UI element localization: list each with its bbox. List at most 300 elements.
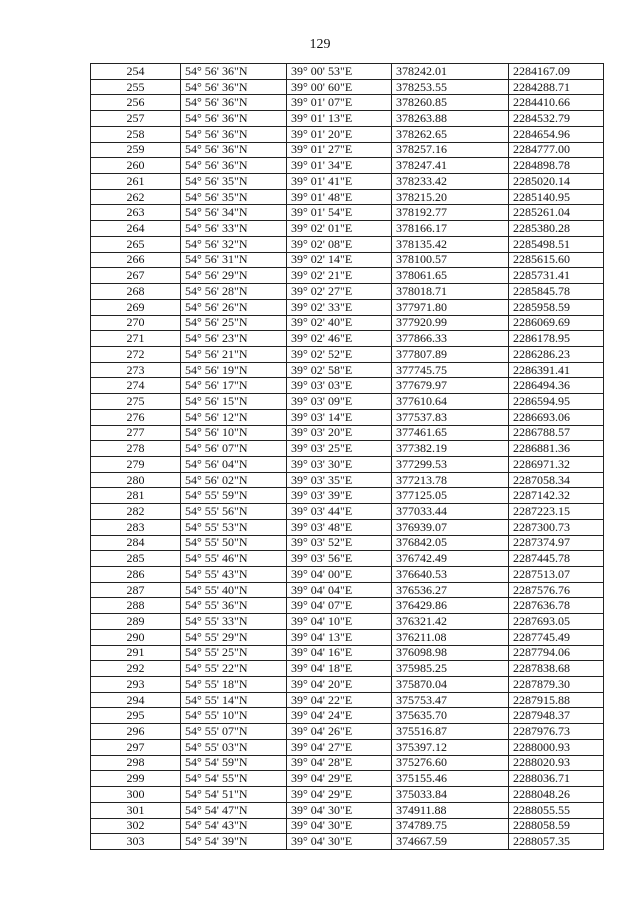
x-coordinate-cell: 378192.77 bbox=[392, 205, 509, 221]
latitude-cell: 54° 54' 51"N bbox=[181, 787, 287, 803]
latitude-cell: 54° 56' 29"N bbox=[181, 268, 287, 284]
y-coordinate-cell: 2287513.07 bbox=[509, 567, 604, 583]
latitude-cell: 54° 56' 34"N bbox=[181, 205, 287, 221]
table-row bbox=[91, 755, 604, 771]
longitude-cell: 39° 02' 33"E bbox=[287, 299, 392, 315]
y-coordinate-cell: 2287445.78 bbox=[509, 551, 604, 567]
latitude-cell: 54° 56' 36"N bbox=[181, 158, 287, 174]
longitude-cell: 39° 01' 13"E bbox=[287, 111, 392, 127]
page-number: 129 bbox=[309, 37, 331, 52]
table-row bbox=[91, 456, 604, 472]
point-number-cell: 255 bbox=[91, 79, 181, 95]
coordinates-table-body bbox=[91, 64, 604, 850]
x-coordinate-cell: 377866.33 bbox=[392, 331, 509, 347]
latitude-cell: 54° 55' 03"N bbox=[181, 739, 287, 755]
longitude-cell: 39° 03' 25"E bbox=[287, 441, 392, 457]
table-row bbox=[91, 189, 604, 205]
table-row bbox=[91, 142, 604, 158]
longitude-cell: 39° 03' 48"E bbox=[287, 519, 392, 535]
point-number-cell: 273 bbox=[91, 362, 181, 378]
longitude-cell: 39° 04' 29"E bbox=[287, 787, 392, 803]
y-coordinate-cell: 2284654.96 bbox=[509, 126, 604, 142]
y-coordinate-cell: 2286788.57 bbox=[509, 425, 604, 441]
x-coordinate-cell: 376536.27 bbox=[392, 582, 509, 598]
table-row bbox=[91, 252, 604, 268]
x-coordinate-cell: 377382.19 bbox=[392, 441, 509, 457]
point-number-cell: 271 bbox=[91, 331, 181, 347]
longitude-cell: 39° 01' 07"E bbox=[287, 95, 392, 111]
table-row bbox=[91, 346, 604, 362]
table-row bbox=[91, 771, 604, 787]
y-coordinate-cell: 2288058.59 bbox=[509, 818, 604, 834]
table-row bbox=[91, 284, 604, 300]
y-coordinate-cell: 2284898.78 bbox=[509, 158, 604, 174]
y-coordinate-cell: 2287142.32 bbox=[509, 488, 604, 504]
point-number-cell: 300 bbox=[91, 787, 181, 803]
x-coordinate-cell: 378135.42 bbox=[392, 236, 509, 252]
x-coordinate-cell: 375155.46 bbox=[392, 771, 509, 787]
point-number-cell: 257 bbox=[91, 111, 181, 127]
point-number-cell: 277 bbox=[91, 425, 181, 441]
latitude-cell: 54° 56' 35"N bbox=[181, 189, 287, 205]
x-coordinate-cell: 377213.78 bbox=[392, 472, 509, 488]
point-number-cell: 291 bbox=[91, 645, 181, 661]
longitude-cell: 39° 01' 54"E bbox=[287, 205, 392, 221]
x-coordinate-cell: 378247.41 bbox=[392, 158, 509, 174]
x-coordinate-cell: 375753.47 bbox=[392, 692, 509, 708]
longitude-cell: 39° 02' 40"E bbox=[287, 315, 392, 331]
point-number-cell: 280 bbox=[91, 472, 181, 488]
x-coordinate-cell: 377920.99 bbox=[392, 315, 509, 331]
x-coordinate-cell: 378100.57 bbox=[392, 252, 509, 268]
x-coordinate-cell: 378061.65 bbox=[392, 268, 509, 284]
table-row bbox=[91, 802, 604, 818]
latitude-cell: 54° 56' 12"N bbox=[181, 409, 287, 425]
point-number-cell: 293 bbox=[91, 677, 181, 693]
latitude-cell: 54° 55' 40"N bbox=[181, 582, 287, 598]
table-row bbox=[91, 818, 604, 834]
longitude-cell: 39° 01' 41"E bbox=[287, 174, 392, 190]
x-coordinate-cell: 375033.84 bbox=[392, 787, 509, 803]
y-coordinate-cell: 2287745.49 bbox=[509, 629, 604, 645]
point-number-cell: 289 bbox=[91, 614, 181, 630]
longitude-cell: 39° 03' 39"E bbox=[287, 488, 392, 504]
y-coordinate-cell: 2287948.37 bbox=[509, 708, 604, 724]
latitude-cell: 54° 55' 10"N bbox=[181, 708, 287, 724]
longitude-cell: 39° 02' 08"E bbox=[287, 236, 392, 252]
x-coordinate-cell: 377679.97 bbox=[392, 378, 509, 394]
latitude-cell: 54° 56' 36"N bbox=[181, 79, 287, 95]
longitude-cell: 39° 04' 28"E bbox=[287, 755, 392, 771]
latitude-cell: 54° 55' 22"N bbox=[181, 661, 287, 677]
longitude-cell: 39° 04' 04"E bbox=[287, 582, 392, 598]
table-row bbox=[91, 221, 604, 237]
latitude-cell: 54° 56' 07"N bbox=[181, 441, 287, 457]
table-row bbox=[91, 645, 604, 661]
longitude-cell: 39° 03' 52"E bbox=[287, 535, 392, 551]
y-coordinate-cell: 2286971.32 bbox=[509, 456, 604, 472]
y-coordinate-cell: 2287223.15 bbox=[509, 504, 604, 520]
longitude-cell: 39° 02' 27"E bbox=[287, 284, 392, 300]
point-number-cell: 285 bbox=[91, 551, 181, 567]
y-coordinate-cell: 2287794.06 bbox=[509, 645, 604, 661]
x-coordinate-cell: 378263.88 bbox=[392, 111, 509, 127]
x-coordinate-cell: 376429.86 bbox=[392, 598, 509, 614]
y-coordinate-cell: 2288057.35 bbox=[509, 834, 604, 850]
latitude-cell: 54° 56' 10"N bbox=[181, 425, 287, 441]
point-number-cell: 259 bbox=[91, 142, 181, 158]
point-number-cell: 292 bbox=[91, 661, 181, 677]
table-row bbox=[91, 629, 604, 645]
table-row bbox=[91, 614, 604, 630]
longitude-cell: 39° 04' 00"E bbox=[287, 567, 392, 583]
table-row bbox=[91, 708, 604, 724]
y-coordinate-cell: 2285261.04 bbox=[509, 205, 604, 221]
longitude-cell: 39° 04' 07"E bbox=[287, 598, 392, 614]
point-number-cell: 295 bbox=[91, 708, 181, 724]
y-coordinate-cell: 2288000.93 bbox=[509, 739, 604, 755]
longitude-cell: 39° 04' 30"E bbox=[287, 802, 392, 818]
x-coordinate-cell: 375870.04 bbox=[392, 677, 509, 693]
latitude-cell: 54° 56' 36"N bbox=[181, 95, 287, 111]
table-row bbox=[91, 677, 604, 693]
latitude-cell: 54° 56' 19"N bbox=[181, 362, 287, 378]
latitude-cell: 54° 56' 35"N bbox=[181, 174, 287, 190]
y-coordinate-cell: 2287879.30 bbox=[509, 677, 604, 693]
latitude-cell: 54° 55' 33"N bbox=[181, 614, 287, 630]
x-coordinate-cell: 377971.80 bbox=[392, 299, 509, 315]
longitude-cell: 39° 01' 27"E bbox=[287, 142, 392, 158]
x-coordinate-cell: 374667.59 bbox=[392, 834, 509, 850]
y-coordinate-cell: 2286494.36 bbox=[509, 378, 604, 394]
y-coordinate-cell: 2285140.95 bbox=[509, 189, 604, 205]
longitude-cell: 39° 02' 46"E bbox=[287, 331, 392, 347]
x-coordinate-cell: 378018.71 bbox=[392, 284, 509, 300]
latitude-cell: 54° 55' 07"N bbox=[181, 724, 287, 740]
latitude-cell: 54° 55' 53"N bbox=[181, 519, 287, 535]
longitude-cell: 39° 02' 52"E bbox=[287, 346, 392, 362]
x-coordinate-cell: 374789.75 bbox=[392, 818, 509, 834]
point-number-cell: 303 bbox=[91, 834, 181, 850]
y-coordinate-cell: 2285498.51 bbox=[509, 236, 604, 252]
table-row bbox=[91, 519, 604, 535]
y-coordinate-cell: 2287058.34 bbox=[509, 472, 604, 488]
longitude-cell: 39° 04' 20"E bbox=[287, 677, 392, 693]
longitude-cell: 39° 03' 09"E bbox=[287, 394, 392, 410]
point-number-cell: 282 bbox=[91, 504, 181, 520]
coordinates-table bbox=[90, 63, 604, 850]
latitude-cell: 54° 55' 14"N bbox=[181, 692, 287, 708]
y-coordinate-cell: 2288055.55 bbox=[509, 802, 604, 818]
y-coordinate-cell: 2284288.71 bbox=[509, 79, 604, 95]
latitude-cell: 54° 56' 17"N bbox=[181, 378, 287, 394]
table-row bbox=[91, 111, 604, 127]
x-coordinate-cell: 376098.98 bbox=[392, 645, 509, 661]
point-number-cell: 269 bbox=[91, 299, 181, 315]
table-row bbox=[91, 236, 604, 252]
longitude-cell: 39° 03' 20"E bbox=[287, 425, 392, 441]
point-number-cell: 268 bbox=[91, 284, 181, 300]
point-number-cell: 281 bbox=[91, 488, 181, 504]
latitude-cell: 54° 54' 47"N bbox=[181, 802, 287, 818]
point-number-cell: 272 bbox=[91, 346, 181, 362]
table-row bbox=[91, 299, 604, 315]
x-coordinate-cell: 378253.55 bbox=[392, 79, 509, 95]
point-number-cell: 274 bbox=[91, 378, 181, 394]
point-number-cell: 261 bbox=[91, 174, 181, 190]
x-coordinate-cell: 378166.17 bbox=[392, 221, 509, 237]
x-coordinate-cell: 376842.05 bbox=[392, 535, 509, 551]
x-coordinate-cell: 375635.70 bbox=[392, 708, 509, 724]
longitude-cell: 39° 04' 13"E bbox=[287, 629, 392, 645]
latitude-cell: 54° 55' 56"N bbox=[181, 504, 287, 520]
y-coordinate-cell: 2286286.23 bbox=[509, 346, 604, 362]
y-coordinate-cell: 2288048.26 bbox=[509, 787, 604, 803]
y-coordinate-cell: 2285845.78 bbox=[509, 284, 604, 300]
point-number-cell: 267 bbox=[91, 268, 181, 284]
table-row bbox=[91, 441, 604, 457]
point-number-cell: 264 bbox=[91, 221, 181, 237]
longitude-cell: 39° 02' 21"E bbox=[287, 268, 392, 284]
longitude-cell: 39° 04' 10"E bbox=[287, 614, 392, 630]
latitude-cell: 54° 54' 59"N bbox=[181, 755, 287, 771]
table-row bbox=[91, 724, 604, 740]
x-coordinate-cell: 377299.53 bbox=[392, 456, 509, 472]
longitude-cell: 39° 04' 16"E bbox=[287, 645, 392, 661]
table-row bbox=[91, 64, 604, 80]
table-row bbox=[91, 362, 604, 378]
table-row bbox=[91, 535, 604, 551]
latitude-cell: 54° 54' 39"N bbox=[181, 834, 287, 850]
latitude-cell: 54° 56' 36"N bbox=[181, 142, 287, 158]
y-coordinate-cell: 2287693.05 bbox=[509, 614, 604, 630]
x-coordinate-cell: 377033.44 bbox=[392, 504, 509, 520]
y-coordinate-cell: 2284777.00 bbox=[509, 142, 604, 158]
longitude-cell: 39° 03' 30"E bbox=[287, 456, 392, 472]
table-row bbox=[91, 126, 604, 142]
x-coordinate-cell: 378215.20 bbox=[392, 189, 509, 205]
point-number-cell: 262 bbox=[91, 189, 181, 205]
point-number-cell: 286 bbox=[91, 567, 181, 583]
latitude-cell: 54° 55' 59"N bbox=[181, 488, 287, 504]
longitude-cell: 39° 04' 18"E bbox=[287, 661, 392, 677]
latitude-cell: 54° 55' 46"N bbox=[181, 551, 287, 567]
point-number-cell: 298 bbox=[91, 755, 181, 771]
y-coordinate-cell: 2284167.09 bbox=[509, 64, 604, 80]
x-coordinate-cell: 378233.42 bbox=[392, 174, 509, 190]
y-coordinate-cell: 2286178.95 bbox=[509, 331, 604, 347]
y-coordinate-cell: 2284532.79 bbox=[509, 111, 604, 127]
table-row bbox=[91, 95, 604, 111]
latitude-cell: 54° 56' 25"N bbox=[181, 315, 287, 331]
latitude-cell: 54° 54' 43"N bbox=[181, 818, 287, 834]
point-number-cell: 275 bbox=[91, 394, 181, 410]
table-row bbox=[91, 79, 604, 95]
y-coordinate-cell: 2284410.66 bbox=[509, 95, 604, 111]
x-coordinate-cell: 376742.49 bbox=[392, 551, 509, 567]
point-number-cell: 297 bbox=[91, 739, 181, 755]
latitude-cell: 54° 56' 02"N bbox=[181, 472, 287, 488]
table-row bbox=[91, 174, 604, 190]
longitude-cell: 39° 03' 14"E bbox=[287, 409, 392, 425]
longitude-cell: 39° 02' 58"E bbox=[287, 362, 392, 378]
table-row bbox=[91, 394, 604, 410]
latitude-cell: 54° 55' 25"N bbox=[181, 645, 287, 661]
point-number-cell: 284 bbox=[91, 535, 181, 551]
table-row bbox=[91, 488, 604, 504]
table-row bbox=[91, 205, 604, 221]
point-number-cell: 296 bbox=[91, 724, 181, 740]
point-number-cell: 287 bbox=[91, 582, 181, 598]
point-number-cell: 260 bbox=[91, 158, 181, 174]
y-coordinate-cell: 2285731.41 bbox=[509, 268, 604, 284]
longitude-cell: 39° 01' 48"E bbox=[287, 189, 392, 205]
x-coordinate-cell: 377461.65 bbox=[392, 425, 509, 441]
point-number-cell: 302 bbox=[91, 818, 181, 834]
table-row bbox=[91, 598, 604, 614]
x-coordinate-cell: 376939.07 bbox=[392, 519, 509, 535]
point-number-cell: 258 bbox=[91, 126, 181, 142]
table-row bbox=[91, 409, 604, 425]
longitude-cell: 39° 01' 20"E bbox=[287, 126, 392, 142]
table-row bbox=[91, 787, 604, 803]
x-coordinate-cell: 375985.25 bbox=[392, 661, 509, 677]
latitude-cell: 54° 56' 32"N bbox=[181, 236, 287, 252]
x-coordinate-cell: 377125.05 bbox=[392, 488, 509, 504]
point-number-cell: 294 bbox=[91, 692, 181, 708]
y-coordinate-cell: 2286881.36 bbox=[509, 441, 604, 457]
table-row bbox=[91, 661, 604, 677]
x-coordinate-cell: 375516.87 bbox=[392, 724, 509, 740]
latitude-cell: 54° 56' 28"N bbox=[181, 284, 287, 300]
y-coordinate-cell: 2285020.14 bbox=[509, 174, 604, 190]
y-coordinate-cell: 2287374.97 bbox=[509, 535, 604, 551]
point-number-cell: 254 bbox=[91, 64, 181, 80]
table-row bbox=[91, 472, 604, 488]
y-coordinate-cell: 2286594.95 bbox=[509, 394, 604, 410]
longitude-cell: 39° 04' 26"E bbox=[287, 724, 392, 740]
y-coordinate-cell: 2286693.06 bbox=[509, 409, 604, 425]
y-coordinate-cell: 2285380.28 bbox=[509, 221, 604, 237]
latitude-cell: 54° 55' 50"N bbox=[181, 535, 287, 551]
point-number-cell: 283 bbox=[91, 519, 181, 535]
latitude-cell: 54° 55' 29"N bbox=[181, 629, 287, 645]
point-number-cell: 270 bbox=[91, 315, 181, 331]
table-row bbox=[91, 834, 604, 850]
y-coordinate-cell: 2285615.60 bbox=[509, 252, 604, 268]
longitude-cell: 39° 04' 30"E bbox=[287, 818, 392, 834]
latitude-cell: 54° 56' 26"N bbox=[181, 299, 287, 315]
longitude-cell: 39° 04' 27"E bbox=[287, 739, 392, 755]
point-number-cell: 266 bbox=[91, 252, 181, 268]
point-number-cell: 290 bbox=[91, 629, 181, 645]
table-row bbox=[91, 268, 604, 284]
y-coordinate-cell: 2287915.88 bbox=[509, 692, 604, 708]
table-row bbox=[91, 158, 604, 174]
longitude-cell: 39° 02' 01"E bbox=[287, 221, 392, 237]
table-row bbox=[91, 582, 604, 598]
latitude-cell: 54° 56' 36"N bbox=[181, 126, 287, 142]
longitude-cell: 39° 04' 29"E bbox=[287, 771, 392, 787]
point-number-cell: 279 bbox=[91, 456, 181, 472]
y-coordinate-cell: 2286391.41 bbox=[509, 362, 604, 378]
longitude-cell: 39° 04' 30"E bbox=[287, 834, 392, 850]
x-coordinate-cell: 377807.89 bbox=[392, 346, 509, 362]
point-number-cell: 256 bbox=[91, 95, 181, 111]
y-coordinate-cell: 2287576.76 bbox=[509, 582, 604, 598]
x-coordinate-cell: 378262.65 bbox=[392, 126, 509, 142]
y-coordinate-cell: 2288020.93 bbox=[509, 755, 604, 771]
y-coordinate-cell: 2287838.68 bbox=[509, 661, 604, 677]
latitude-cell: 54° 55' 18"N bbox=[181, 677, 287, 693]
x-coordinate-cell: 376211.08 bbox=[392, 629, 509, 645]
longitude-cell: 39° 01' 34"E bbox=[287, 158, 392, 174]
x-coordinate-cell: 375397.12 bbox=[392, 739, 509, 755]
point-number-cell: 276 bbox=[91, 409, 181, 425]
y-coordinate-cell: 2287976.73 bbox=[509, 724, 604, 740]
latitude-cell: 54° 56' 36"N bbox=[181, 64, 287, 80]
x-coordinate-cell: 377537.83 bbox=[392, 409, 509, 425]
x-coordinate-cell: 377610.64 bbox=[392, 394, 509, 410]
latitude-cell: 54° 56' 33"N bbox=[181, 221, 287, 237]
latitude-cell: 54° 56' 15"N bbox=[181, 394, 287, 410]
x-coordinate-cell: 377745.75 bbox=[392, 362, 509, 378]
longitude-cell: 39° 04' 24"E bbox=[287, 708, 392, 724]
y-coordinate-cell: 2285958.59 bbox=[509, 299, 604, 315]
point-number-cell: 265 bbox=[91, 236, 181, 252]
table-row bbox=[91, 692, 604, 708]
latitude-cell: 54° 54' 55"N bbox=[181, 771, 287, 787]
x-coordinate-cell: 376640.53 bbox=[392, 567, 509, 583]
latitude-cell: 54° 56' 23"N bbox=[181, 331, 287, 347]
point-number-cell: 301 bbox=[91, 802, 181, 818]
y-coordinate-cell: 2287636.78 bbox=[509, 598, 604, 614]
longitude-cell: 39° 04' 22"E bbox=[287, 692, 392, 708]
x-coordinate-cell: 378260.85 bbox=[392, 95, 509, 111]
table-row bbox=[91, 315, 604, 331]
x-coordinate-cell: 376321.42 bbox=[392, 614, 509, 630]
longitude-cell: 39° 03' 44"E bbox=[287, 504, 392, 520]
longitude-cell: 39° 00' 53"E bbox=[287, 64, 392, 80]
y-coordinate-cell: 2288036.71 bbox=[509, 771, 604, 787]
latitude-cell: 54° 56' 36"N bbox=[181, 111, 287, 127]
longitude-cell: 39° 03' 35"E bbox=[287, 472, 392, 488]
point-number-cell: 299 bbox=[91, 771, 181, 787]
latitude-cell: 54° 56' 04"N bbox=[181, 456, 287, 472]
point-number-cell: 263 bbox=[91, 205, 181, 221]
table-row bbox=[91, 331, 604, 347]
y-coordinate-cell: 2287300.73 bbox=[509, 519, 604, 535]
latitude-cell: 54° 56' 31"N bbox=[181, 252, 287, 268]
point-number-cell: 288 bbox=[91, 598, 181, 614]
x-coordinate-cell: 378242.01 bbox=[392, 64, 509, 80]
x-coordinate-cell: 374911.88 bbox=[392, 802, 509, 818]
latitude-cell: 54° 56' 21"N bbox=[181, 346, 287, 362]
longitude-cell: 39° 03' 56"E bbox=[287, 551, 392, 567]
longitude-cell: 39° 00' 60"E bbox=[287, 79, 392, 95]
x-coordinate-cell: 375276.60 bbox=[392, 755, 509, 771]
y-coordinate-cell: 2286069.69 bbox=[509, 315, 604, 331]
point-number-cell: 278 bbox=[91, 441, 181, 457]
latitude-cell: 54° 55' 36"N bbox=[181, 598, 287, 614]
table-row bbox=[91, 567, 604, 583]
latitude-cell: 54° 55' 43"N bbox=[181, 567, 287, 583]
table-row bbox=[91, 425, 604, 441]
table-row bbox=[91, 378, 604, 394]
x-coordinate-cell: 378257.16 bbox=[392, 142, 509, 158]
table-row bbox=[91, 739, 604, 755]
longitude-cell: 39° 03' 03"E bbox=[287, 378, 392, 394]
